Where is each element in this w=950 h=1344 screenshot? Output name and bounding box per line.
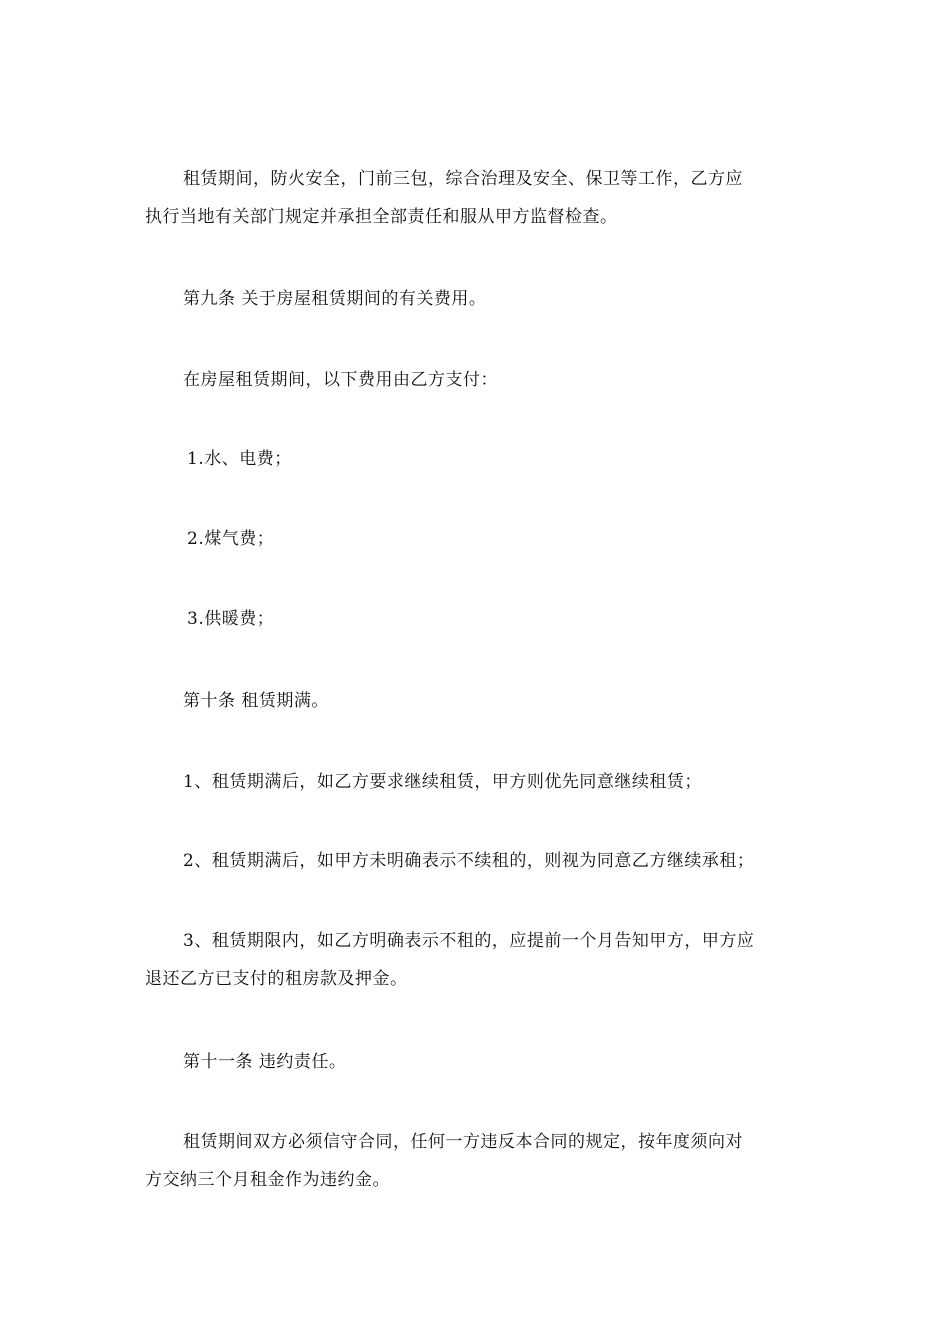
heading-line: 第九条 关于房屋租赁期间的有关费用。	[183, 289, 487, 309]
list-line: 1.水、电费；	[187, 449, 292, 469]
list-item-early-termination	[145, 922, 810, 998]
list-item-renewal-priority	[145, 763, 810, 801]
list-item-heating	[145, 600, 810, 638]
list-line: 1、租赁期满后，如乙方要求继续租赁，甲方则优先同意继续租赁；	[183, 772, 702, 792]
paragraph-line: 在房屋租赁期间，以下费用由乙方支付：	[183, 370, 498, 390]
paragraph-line: 执行当地有关部门规定并承担全部责任和服从甲方监督检查。	[145, 207, 618, 227]
heading-line: 第十条 租赁期满。	[183, 691, 329, 711]
list-line: 3、租赁期限内，如乙方明确表示不租的，应提前一个月告知甲方，甲方应	[183, 931, 755, 951]
paragraph-fees-intro	[145, 361, 810, 399]
paragraph-line: 方交纳三个月租金作为违约金。	[145, 1170, 390, 1190]
heading-line: 第十一条 违约责任。	[183, 1052, 347, 1072]
list-item-gas	[145, 520, 810, 558]
list-line: 2、租赁期满后，如甲方未明确表示不续租的，则视为同意乙方继续承租；	[183, 851, 755, 871]
list-line: 退还乙方已支付的租房款及押金。	[145, 969, 408, 989]
list-line: 3.供暖费；	[187, 609, 275, 629]
list-item-auto-renewal	[145, 842, 810, 880]
heading-article-10	[145, 682, 810, 720]
paragraph-line: 租赁期间，防火安全，门前三包，综合治理及安全、保卫等工作，乙方应	[183, 169, 743, 189]
paragraph-breach-penalty	[145, 1123, 810, 1199]
paragraph-fire-safety	[145, 160, 810, 236]
paragraph-line: 租赁期间双方必须信守合同，任何一方违反本合同的规定，按年度须向对	[183, 1132, 743, 1152]
list-item-water-electric	[145, 440, 810, 478]
list-line: 2.煤气费；	[187, 529, 275, 549]
heading-article-11	[145, 1043, 810, 1081]
heading-article-9	[145, 280, 810, 318]
